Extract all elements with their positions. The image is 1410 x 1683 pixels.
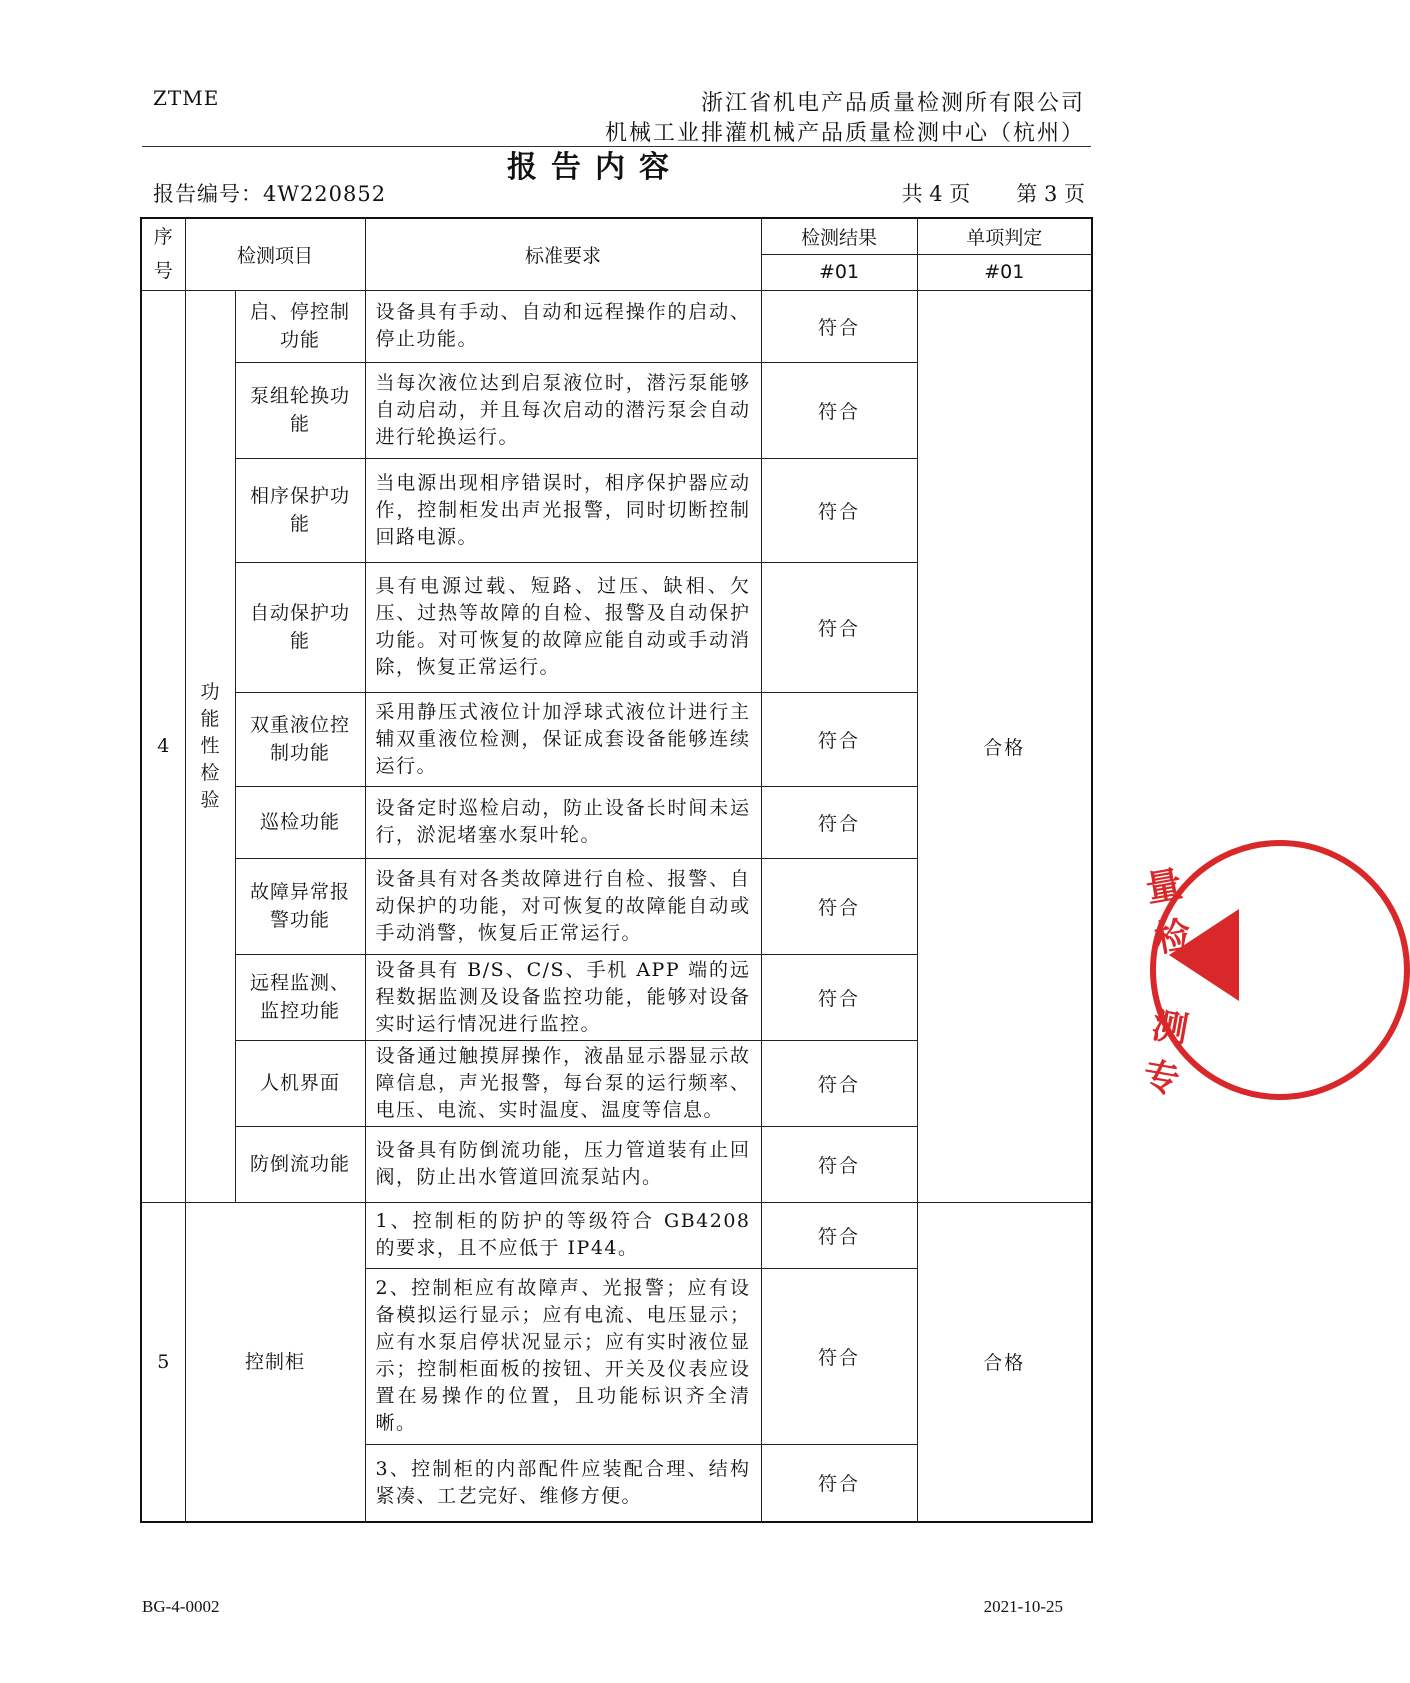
- group5-judgement: 合格: [917, 1202, 1092, 1522]
- header-item: 检测项目: [185, 218, 365, 290]
- header-code: ZTME: [153, 86, 220, 110]
- g4-result-7: 符合: [761, 858, 917, 954]
- header-result: 检测结果: [761, 218, 917, 254]
- stamp-text-top: 量检: [1142, 863, 1195, 961]
- page-total: 共 4 页: [901, 182, 971, 206]
- g4-item-3: 相序保护功能: [235, 458, 365, 562]
- g4-result-1: 符合: [761, 290, 917, 362]
- header-seq: [141, 218, 185, 290]
- group4-judgement: 合格: [917, 290, 1092, 1202]
- header-result-sample: #01: [761, 254, 917, 290]
- g4-req-10: 设备具有防倒流功能，压力管道装有止回阀，防止出水管道回流泵站内。: [365, 1126, 761, 1202]
- header-requirement: 标准要求: [365, 218, 761, 290]
- g4-item-9: 人机界面: [235, 1040, 365, 1126]
- group4-category: [185, 290, 235, 1202]
- g4-req-6: 设备定时巡检启动，防止设备长时间未运行，淤泥堵塞水泵叶轮。: [365, 786, 761, 858]
- header-judgement-sample: #01: [917, 254, 1092, 290]
- g4-item-10: 防倒流功能: [235, 1126, 365, 1202]
- header-org-line2: 机械工业排灌机械产品质量检测中心（杭州）: [604, 121, 1085, 146]
- g4-result-6: 符合: [761, 786, 917, 858]
- g4-result-9: 符合: [761, 1040, 917, 1126]
- g4-item-4: 自动保护功能: [235, 562, 365, 692]
- group5-seq: 5: [141, 1202, 185, 1522]
- g4-result-2: 符合: [761, 362, 917, 458]
- g4-result-10: 符合: [761, 1126, 917, 1202]
- g4-req-7: 设备具有对各类故障进行自检、报警、自动保护的功能，对可恢复的故障能自动或手动消警，恢复后正常运行。: [365, 858, 761, 954]
- g5-req-1: 1、控制柜的防护的等级符合 GB4208 的要求，且不应低于 IP44。: [365, 1202, 761, 1268]
- g4-req-8: 设备具有 B/S、C/S、手机 APP 端的远程数据监测及设备监控功能，能够对设备实时运行情况进行监控。: [365, 954, 761, 1040]
- footer-form-number: BG-4-0002: [142, 1597, 220, 1616]
- page-current: 第 3 页: [1016, 182, 1085, 206]
- inspection-table: [140, 217, 1093, 1523]
- g4-req-1: 设备具有手动、自动和远程操作的启动、停止功能。: [365, 290, 761, 362]
- group4-seq: 4: [141, 290, 185, 1202]
- page-indicator: [894, 178, 1085, 208]
- g5-req-3: 3、控制柜的内部配件应装配合理、结构紧凑、工艺完好、维修方便。: [365, 1444, 761, 1522]
- group5-item: 控制柜: [185, 1202, 365, 1522]
- g4-result-5: 符合: [761, 692, 917, 786]
- group4-category-text: 功能性检验: [200, 680, 220, 811]
- report-number: 报告编号：4W220852: [153, 182, 387, 206]
- g4-result-3: 符合: [761, 458, 917, 562]
- header-judgement: 单项判定: [917, 218, 1092, 254]
- g4-item-6: 巡检功能: [235, 786, 365, 858]
- g4-req-9: 设备通过触摸屏操作，液晶显示器显示故障信息，声光报警，每台泵的运行频率、电压、电流、实时温度、温度等信息。: [365, 1040, 761, 1126]
- g5-result-3: 符合: [761, 1444, 917, 1522]
- g4-item-7: 故障异常报警功能: [235, 858, 365, 954]
- g4-req-2: 当每次液位达到启泵液位时，潜污泵能够自动启动，并且每次启动的潜污泵会自动进行轮换运行。: [365, 362, 761, 458]
- g4-req-5: 采用静压式液位计加浮球式液位计进行主辅双重液位检测，保证成套设备能够连续运行。: [365, 692, 761, 786]
- g5-req-2: 2、控制柜应有故障声、光报警；应有设备模拟运行显示；应有电流、电压显示；应有水泵启停状况显示；应有实时液位显示；控制柜面板的按钮、开关及仪表应设置在易操作的位置，且功能标识齐全清晰。: [365, 1268, 761, 1444]
- g4-req-4: 具有电源过载、短路、过压、缺相、欠压、过热等故障的自检、报警及自动保护功能。对可恢复的故障应能自动或手动消除，恢复正常运行。: [365, 562, 761, 692]
- g4-result-8: 符合: [761, 954, 917, 1040]
- page-title: 报告内容: [507, 150, 683, 185]
- g5-result-1: 符合: [761, 1202, 917, 1268]
- g4-item-1: 启、停控制功能: [235, 290, 365, 362]
- header-seq-text: 序号: [153, 226, 173, 283]
- g4-item-8: 远程监测、监控功能: [235, 954, 365, 1040]
- header-org-line1: 浙江省机电产品质量检测所有限公司: [700, 91, 1085, 116]
- stamp-text-bottom: 测专: [1139, 1005, 1192, 1102]
- g5-result-2: 符合: [761, 1268, 917, 1444]
- g4-item-5: 双重液位控制功能: [235, 692, 365, 786]
- g4-req-3: 当电源出现相序错误时，相序保护器应动作，控制柜发出声光报警，同时切断控制回路电源。: [365, 458, 761, 562]
- g4-result-4: 符合: [761, 562, 917, 692]
- footer-date: 2021-10-25: [983, 1597, 1063, 1616]
- g4-item-2: 泵组轮换功能: [235, 362, 365, 458]
